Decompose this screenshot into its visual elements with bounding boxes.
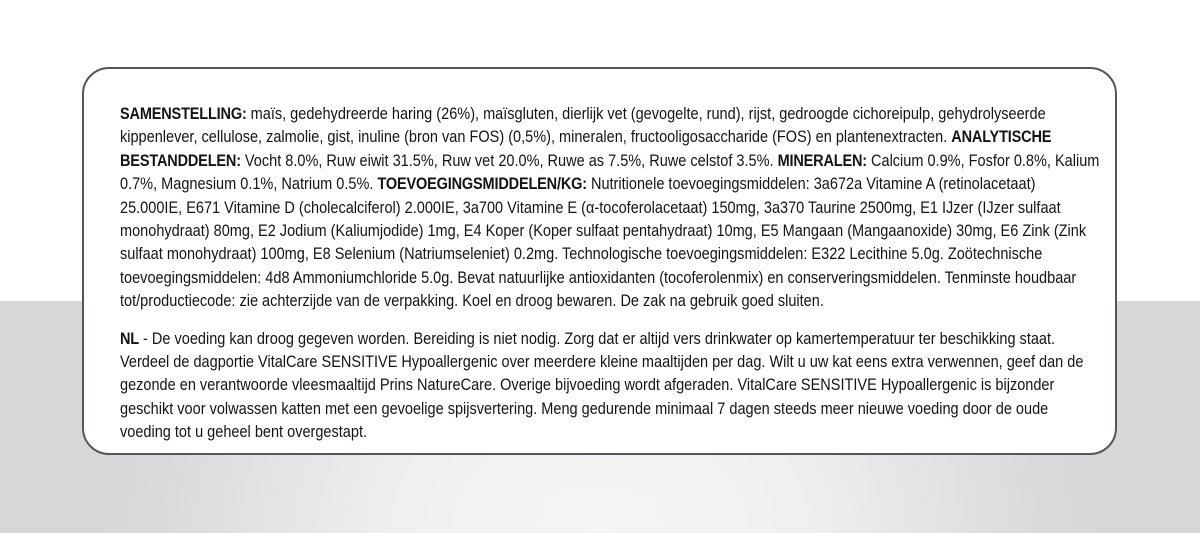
label-text-segment: gezonde en verantwoorde vleesmaaltijd Prins NatureCare. Overige bijvoeding wordt afgeraden. VitalCare SENSITIVE Hypoallergenic is bijzonder <box>120 376 1055 395</box>
text-line <box>120 398 1049 421</box>
label-text-segment: maïs, gedehydreerde haring (26%), maïsgluten, dierlijk vet (gevogelte, rund), rijst, gedroogde cichoreipulp, gehydrolyseerde <box>246 105 1046 123</box>
label-text-segment: geschikt voor volwassen katten met een gevoelige spijsvertering. Meng gedurende minimaal 7 dagen steeds meer nieuwe voeding door de oude <box>120 399 1049 418</box>
label-section-heading: MINERALEN: <box>777 151 867 170</box>
label-text-segment: monohydraat) 80mg, E2 Jodium (Kaliumjodide) 1mg, E4 Koper (Koper sulfaat pentahydraat) 10mg, E5 Mangaan (Mangaanoxide) 30mg, E6 Zink (Zink <box>120 222 1087 241</box>
text-line <box>120 197 1061 220</box>
label-section-heading: NL <box>120 329 140 348</box>
label-card <box>82 67 1117 455</box>
text-line <box>120 290 973 313</box>
text-line <box>120 267 1077 290</box>
text-line <box>120 103 1046 126</box>
label-text-segment: voeding tot u geheel bent overgestapt. <box>120 423 368 442</box>
label-text-segment: Nutritionele toevoegingsmiddelen: 3a672a Vitamine A (retinolacetaat) <box>586 175 1036 194</box>
paragraph-feeding-advice-nl <box>120 328 1084 445</box>
label-text-segment: tot/productiecode: zie achterzijde van de verpakking. Koel en droog bewaren. De zak na gebruik goed sluiten. <box>120 292 824 311</box>
label-section-heading: SAMENSTELLING: <box>120 105 247 123</box>
text-line <box>120 220 1087 243</box>
text-line <box>120 374 1055 397</box>
text-line <box>120 173 1036 196</box>
text-line <box>120 328 1056 351</box>
label-text-segment: sulfaat monohydraat) 100mg, E8 Selenium (Natriumseleniet) 0.2mg. Technologische toevoegingsmiddelen: E322 Lecithine 5.0g. Zoötechnische <box>120 245 1043 264</box>
label-section-heading: BESTANDDELEN: <box>120 151 241 170</box>
label-section-heading: TOEVOEGINGSMIDDELEN/KG: <box>377 175 587 194</box>
paragraph-composition <box>120 103 1100 314</box>
label-text-segment: toevoegingsmiddelen: 4d8 Ammoniumchloride 5.0g. Bevat natuurlijke antioxidanten (tocoferolenmix) en conserveringsmiddelen. Tenminste houdbaar <box>120 268 1077 287</box>
label-section-heading: ANALYTISCHE <box>951 128 1052 147</box>
text-line <box>120 150 1100 173</box>
label-text-segment: 25.000IE, E671 Vitamine D (cholecalciferol) 2.000IE, 3a700 Vitamine E (α-tocoferolacetaat) 150mg, 3a370 Taurine 2500mg, E1 IJzer (IJzer sulfaat <box>120 198 1061 217</box>
label-text-segment: 0.7%, Magnesium 0.1%, Natrium 0.5%. <box>120 175 378 194</box>
text-line <box>120 126 1052 149</box>
label-text-block <box>84 69 1115 445</box>
label-text-segment: - De voeding kan droog gegeven worden. Bereiding is niet nodig. Zorg dat er altijd vers drinkwater op kamertemperatuur ter beschikking staat. <box>139 329 1056 348</box>
label-text-segment: Verdeel de dagportie VitalCare SENSITIVE Hypoallergenic over meerdere kleine maaltijden per dag. Wilt u uw kat eens extra verwennen, geef dan de <box>120 353 1084 372</box>
label-text-segment: Vocht 8.0%, Ruw eiwit 31.5%, Ruw vet 20.0%, Ruwe as 7.5%, Ruwe celstof 3.5%. <box>240 151 778 170</box>
label-text-segment: Calcium 0.9%, Fosfor 0.8%, Kalium <box>866 151 1100 170</box>
label-text-segment: kippenlever, cellulose, zalmolie, gist, inuline (bron van FOS) (0,5%), mineralen, fructooligosaccharide (FOS) en plantenextracten. <box>120 128 952 147</box>
text-line <box>120 243 1043 266</box>
text-line <box>120 421 973 444</box>
text-line <box>120 351 1084 374</box>
